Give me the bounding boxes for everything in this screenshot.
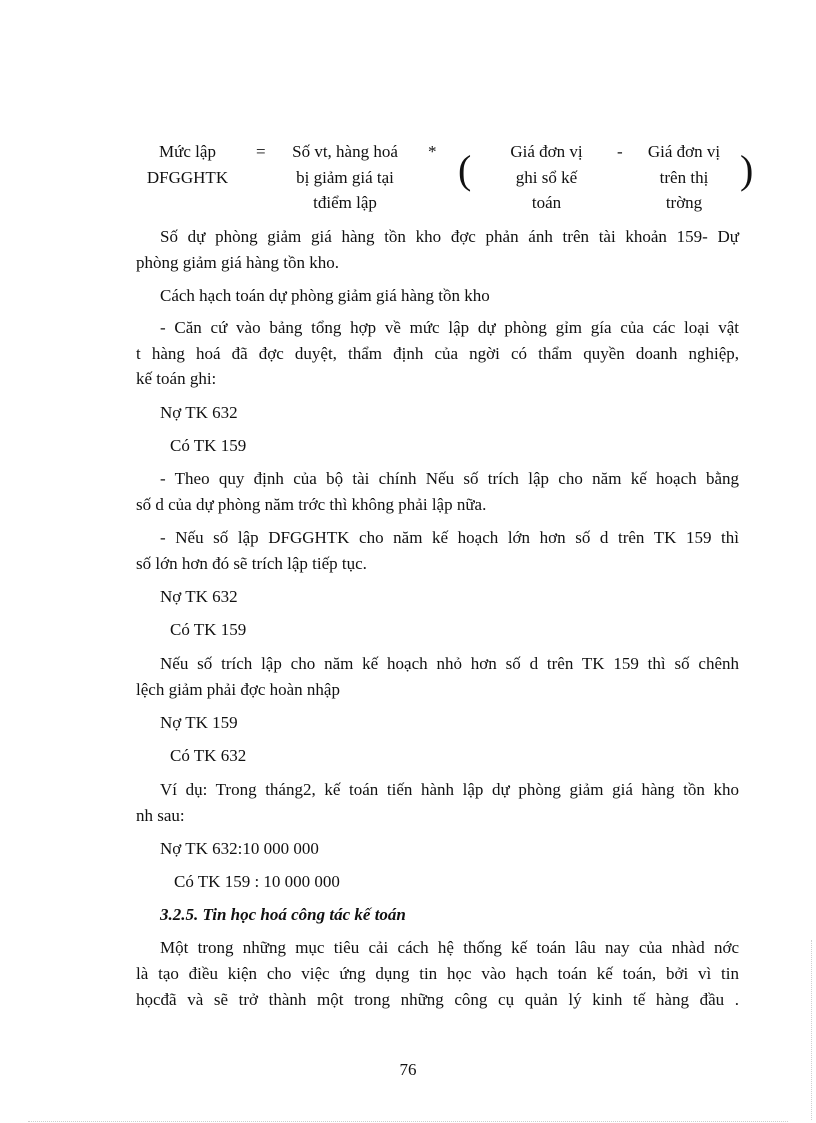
paragraph-line: kế toán ghi: [136, 369, 217, 388]
formula-equals: = [256, 142, 266, 161]
paragraph-line: - Nếu số lập DFGGHTK cho năm kế hoạch lớn hơn số d trên TK 159 thì [160, 528, 739, 547]
paragraph-line: Số dự phòng giảm giá hàng tồn kho đợc phản ánh trên tài khoản 159- Dự [160, 227, 739, 246]
paragraph-line: Nếu số trích lập cho năm kế hoạch nhỏ hơn số d trên TK 159 thì số chênh [160, 654, 739, 673]
paragraph-line: Cách hạch toán dự phòng giảm giá hàng tồn kho [160, 286, 490, 305]
formula-book-line3: toán [531, 193, 562, 212]
formula-book-line1: Giá đơn vị [510, 142, 583, 161]
paragraph-line: số lớn hơn đó sẽ trích lập tiếp tục. [136, 554, 367, 573]
formula-open-paren: ( [458, 147, 472, 192]
journal-entry-credit: Có TK 159 : 10 000 000 [174, 872, 340, 891]
journal-entry-debit: Nợ TK 632:10 000 000 [160, 839, 319, 858]
journal-entry-credit: Có TK 632 [170, 746, 247, 765]
formula-lhs-line2: DFGGHTK [146, 168, 229, 187]
formula-market-line3: trờng [665, 193, 703, 212]
paragraph-line: nh sau: [136, 806, 185, 825]
paragraph-line: số d của dự phòng năm trớc thì không phải lập nữa. [136, 495, 487, 514]
page-edge-divider [811, 940, 812, 1120]
section-heading: 3.2.5. Tin học hoá công tác kế toán [160, 905, 406, 924]
journal-entry-debit: Nợ TK 632 [160, 587, 238, 606]
paragraph-line: - Căn cứ vào bảng tổng hợp về mức lập dự phòng gỉm gía của các loại vật [160, 318, 739, 337]
page-number: 76 [399, 1060, 417, 1079]
formula-close-paren: ) [740, 147, 754, 192]
formula-qty-line2: bị giảm giá tại [296, 168, 394, 187]
journal-entry-credit: Có TK 159 [170, 436, 247, 455]
formula-market-line1: Giá đơn vị [647, 142, 721, 161]
page-edge-divider [28, 1121, 788, 1122]
paragraph-line: họcđã và sẽ trở thành một trong những công cụ quản lý kinh tế hàng đầu . [136, 990, 739, 1009]
formula-minus: - [617, 142, 623, 161]
paragraph-line: là tạo điều kiện cho việc ứng dụng tin học vào hạch toán kế toán, bởi vì tin [136, 964, 739, 983]
formula-times: * [428, 142, 437, 161]
paragraph-line: phòng giảm giá hàng tồn kho. [136, 253, 340, 272]
formula-qty-line1: Số vt, hàng hoá [292, 142, 398, 161]
journal-entry-debit: Nợ TK 632 [160, 403, 238, 422]
paragraph-line: Ví dụ: Trong tháng2, kế toán tiến hành lập dự phòng giảm giá hàng tồn kho [160, 780, 739, 799]
formula-market-line2: trên thị [659, 168, 709, 187]
formula-lhs-line1: Mức lập [159, 142, 216, 161]
paragraph-line: Một trong những mục tiêu cải cách hệ thống kế toán lâu nay của nhàd nớc [160, 938, 739, 957]
formula-book-line2: ghi sổ kế [515, 168, 578, 187]
paragraph-line: lệch giảm phải đợc hoàn nhập [136, 680, 340, 699]
journal-entry-debit: Nợ TK 159 [160, 713, 238, 732]
formula-qty-line3: tđiểm lập [313, 193, 377, 212]
paragraph-line: - Theo quy định của bộ tài chính Nếu số trích lập cho năm kế hoạch bằng [160, 469, 739, 488]
journal-entry-credit: Có TK 159 [170, 620, 247, 639]
paragraph-line: t hàng hoá đã đợc duyệt, thẩm định của ngời có thẩm quyền doanh nghiệp, [136, 344, 739, 363]
